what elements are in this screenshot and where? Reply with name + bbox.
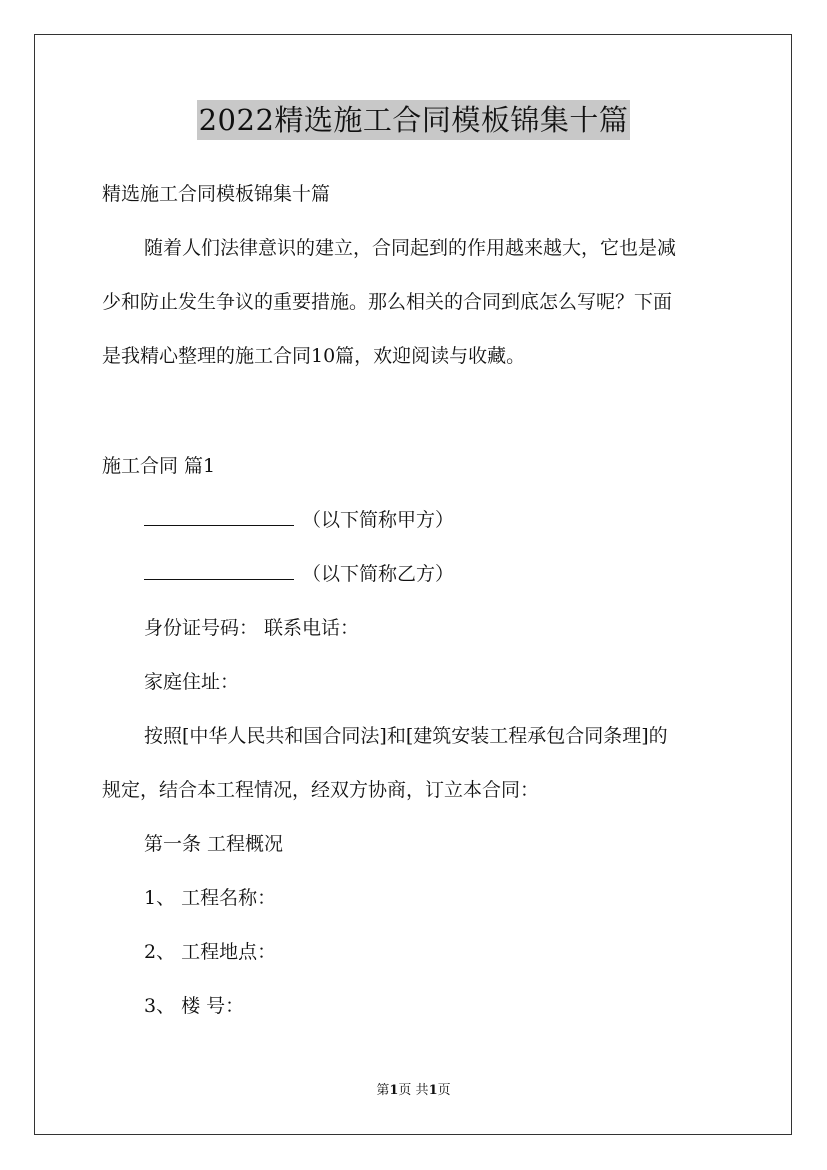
- page-footer: [0, 1082, 827, 1100]
- party-b-line: [144, 560, 454, 588]
- party-b-label: （以下简称乙方）: [302, 563, 455, 585]
- item-building-number: 3、 楼 号：: [144, 995, 245, 1017]
- basis-line-1: 按照[中华人民共和国合同法]和[建筑安装工程承包合同条理]的: [144, 725, 668, 747]
- party-b-blank[interactable]: [144, 561, 294, 580]
- footer-page-total: 1: [428, 1083, 438, 1098]
- footer-page-num: 1: [389, 1083, 399, 1098]
- intro-line-1: 随着人们法律意识的建立，合同起到的作用越来越大，它也是减: [144, 237, 677, 259]
- footer-page-suffix: 页: [437, 1083, 451, 1098]
- document-title: 2022精选施工合同模板锦集十篇: [197, 100, 631, 140]
- address-line: 家庭住址：: [144, 671, 240, 693]
- party-a-line: [144, 506, 454, 534]
- article-1-heading: 第一条 工程概况: [144, 833, 284, 855]
- footer-page-prefix: 第: [376, 1083, 390, 1098]
- document-subtitle: 精选施工合同模板锦集十篇: [102, 183, 331, 205]
- item-project-name: 1、 工程名称：: [144, 887, 277, 909]
- intro-line-3: 是我精心整理的施工合同10篇，欢迎阅读与收藏。: [102, 345, 526, 367]
- intro-line-2: 少和防止发生争议的重要措施。那么相关的合同到底怎么写呢？下面: [102, 291, 673, 313]
- item-project-location: 2、 工程地点：: [144, 941, 277, 963]
- party-a-blank[interactable]: [144, 507, 294, 526]
- title-container: [0, 100, 827, 140]
- party-a-label: （以下简称甲方）: [302, 509, 455, 531]
- footer-page-mid: 页 共: [398, 1083, 429, 1098]
- id-contact-line: 身份证号码： 联系电话：: [144, 617, 360, 639]
- basis-line-2: 规定，结合本工程情况，经双方协商，订立本合同：: [102, 779, 540, 801]
- section-heading: 施工合同 篇1: [102, 455, 216, 477]
